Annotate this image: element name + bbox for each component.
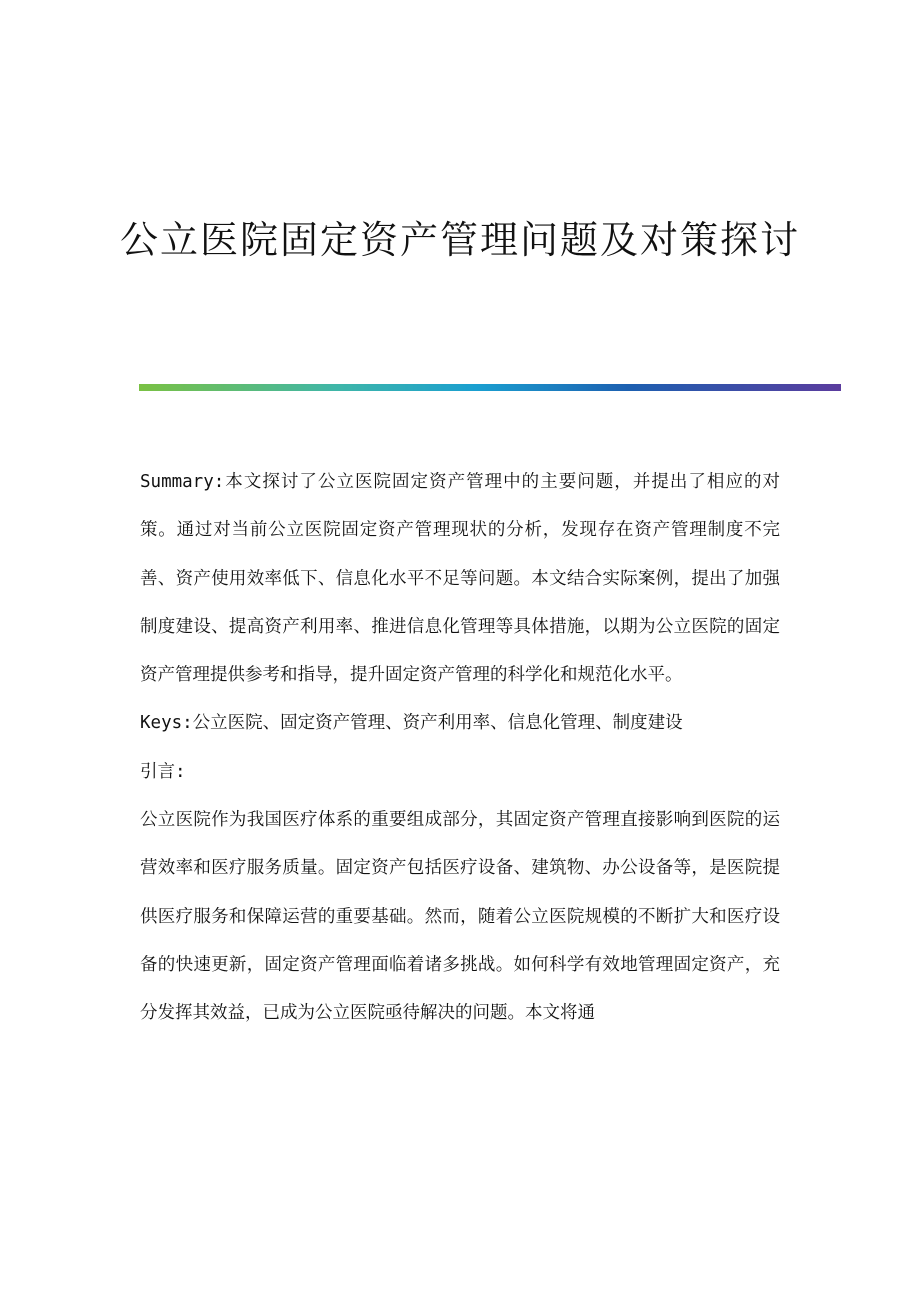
intro-paragraph: 公立医院作为我国医疗体系的重要组成部分，其固定资产管理直接影响到医院的运营效率和医疗服务质量。固定资产包括医疗设备、建筑物、办公设备等，是医院提供医疗服务和保障运营的重要基础。然而，随着公立医院规模的不断扩大和医疗设备的快速更新，固定资产管理面临着诸多挑战。如何科学有效地管理固定资产，充分发挥其效益，已成为公立医院亟待解决的问题。本文将通 [140, 810, 780, 1024]
document-body [140, 458, 780, 1038]
summary-paragraph: Summary:本文探讨了公立医院固定资产管理中的主要问题，并提出了相应的对策。通过对当前公立医院固定资产管理现状的分析，发现存在资产管理制度不完善、资产使用效率低下、信息化水平不足等问题。本文结合实际案例，提出了加强制度建设、提高资产利用率、推进信息化管理等具体措施，以期为公立医院的固定资产管理提供参考和指导，提升固定资产管理的科学化和规范化水平。 [140, 472, 780, 686]
title-divider [139, 384, 841, 391]
document-title: 公立医院固定资产管理问题及对策探讨 [119, 218, 800, 262]
intro-heading: 引言: [140, 761, 186, 782]
keywords-paragraph: Keys:公立医院、固定资产管理、资产利用率、信息化管理、制度建设 [140, 713, 683, 734]
